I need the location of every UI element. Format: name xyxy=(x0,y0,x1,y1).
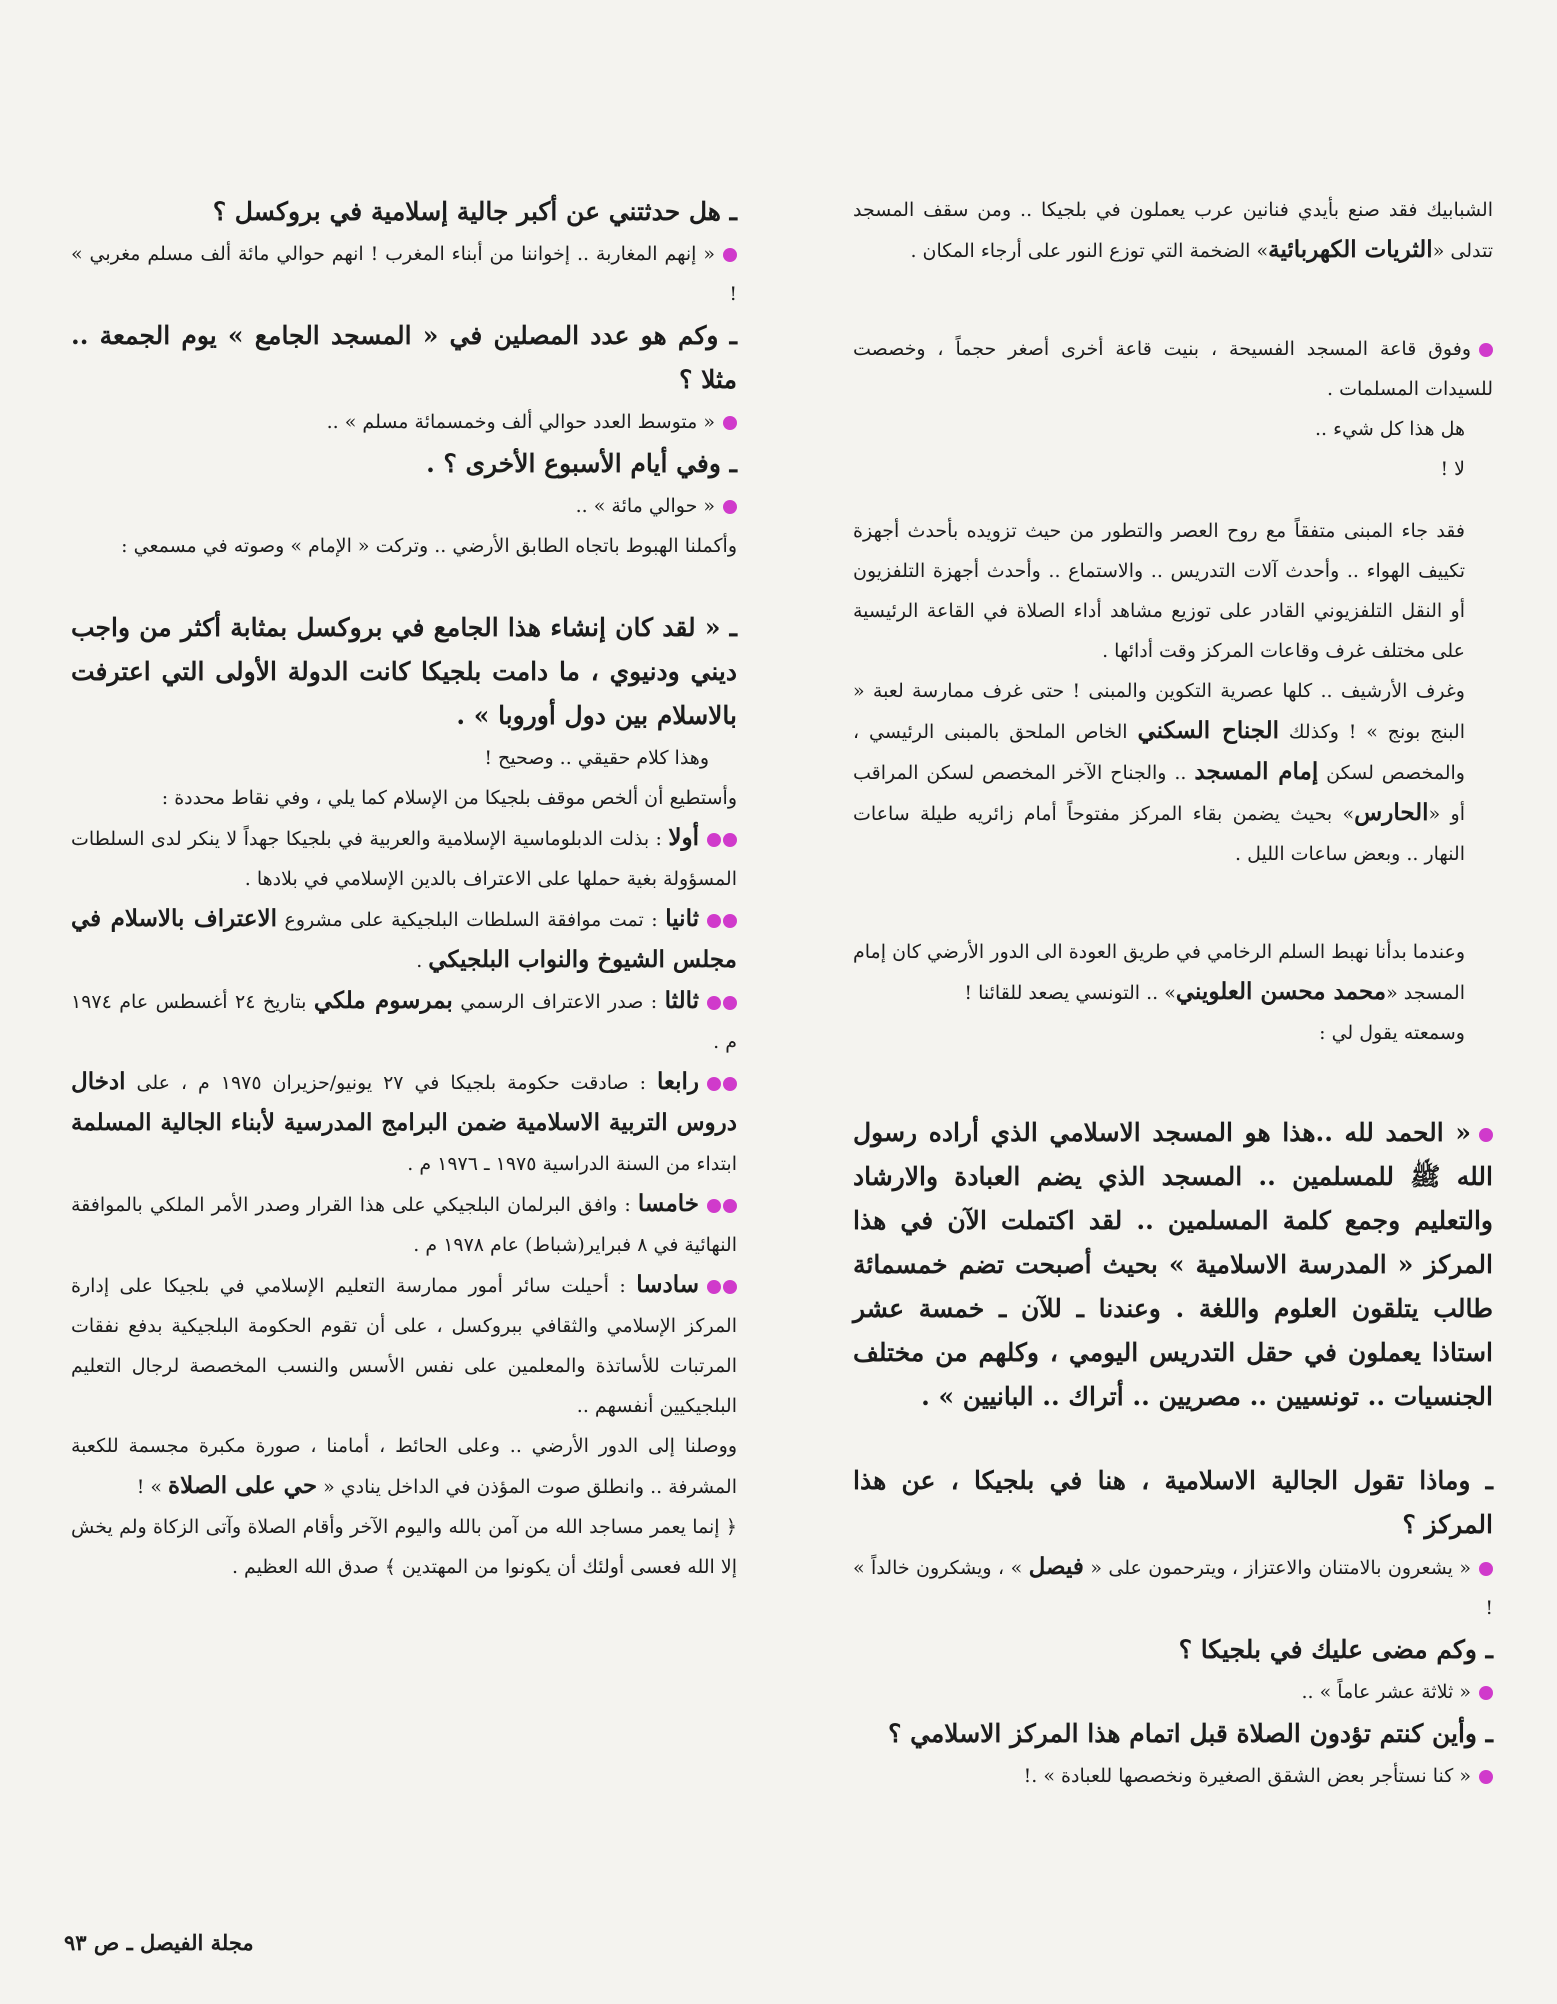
bullet-dot-icon xyxy=(723,500,737,514)
quran-verse: ﴿ إنما يعمر مساجد الله من آمن بالله واليوم الآخر وأقام الصلاة وآتى الزكاة ولم يخش إلا الله فعسى أولئك أن يكونوا من المهتدين ﴾ صدق الله العظيم . xyxy=(71,1516,737,1578)
interview-question: ـ وأين كنتم تؤدون الصلاة قبل اتمام هذا المركز الاسلامي ؟ xyxy=(888,1719,1493,1748)
bullet-dot-icon xyxy=(723,416,737,430)
interview-question: ـ وكم هو عدد المصلين في « المسجد الجامع » يوم الجمعة .. مثلا ؟ xyxy=(71,321,737,394)
paragraph: وفوق قاعة المسجد الفسيحة ، بنيت قاعة أخرى أصغر حجماً ، وخصصت للسيدات المسلمات . xyxy=(853,338,1493,400)
bullet-dot-icon xyxy=(723,248,737,262)
left-column xyxy=(71,190,737,1587)
paragraph: لا ! xyxy=(1440,458,1465,480)
interview-question: ـ وماذا تقول الجالية الاسلامية ، هنا في بلجيكا ، عن هذا المركز ؟ xyxy=(853,1466,1493,1539)
list-item: أولا : بذلت الدبلوماسية الإسلامية والعربية في بلجيكا جهداً لا ينكر لدى السلطات المسؤولة بغية حملها على الاعتراف بالدين الإسلامي في بلادها . xyxy=(71,818,737,899)
list-item: ثالثا : صدر الاعتراف الرسمي بمرسوم ملكي بتاريخ ٢٤ أغسطس عام ١٩٧٤ م . xyxy=(71,981,737,1062)
list-item: سادسا : أحيلت سائر أمور ممارسة التعليم الإسلامي في بلجيكا على إدارة المركز الإسلامي والثقافي ببروكسل ، على أن تقوم الحكومة البلجيكية بدفع نفقات المرتبات للأساتذة والمعلمين على نفس الأسس والنسب المخصصة لرجال التعليم البلجيكيين أنفسهم .. xyxy=(71,1265,737,1426)
interview-question: ـ وكم مضى عليك في بلجيكا ؟ xyxy=(1178,1635,1493,1664)
interview-question: ـ وفي أيام الأسبوع الأخرى ؟ . xyxy=(426,449,737,478)
imam-quote: ـ « لقد كان إنشاء هذا الجامع في بروكسل بمثابة أكثر من واجب ديني ودنيوي ، ما دامت بلجيكا كانت الدولة الأولى التي اعترفت بالاسلام بين دول أوروبا » . xyxy=(71,613,737,730)
bullet-dot-icon xyxy=(1479,1770,1493,1784)
double-dot-icon xyxy=(705,1185,737,1225)
paragraph: فقد جاء المبنى متفقاً مع روح العصر والتطور من حيث تزويده بأحدث أجهزة تكييف الهواء .. وأحدث آلات التدريس .. والاستماع .. وأحدث أجهزة التلفزيون أو النقل التلفزيوني القادر على توزيع مشاهد أداء الصلاة في القاعة الرئيسية على مختلف غرف وقاعات المركز وقت أدائها . xyxy=(853,520,1465,662)
paragraph: وهذا كلام حقيقي .. وصحيح ! xyxy=(484,747,709,769)
interview-answer: « متوسط العدد حوالي ألف وخمسمائة مسلم » .. xyxy=(71,402,737,442)
double-dot-icon xyxy=(705,1063,737,1103)
paragraph: وغرف الأرشيف .. كلها عصرية التكوين والمبنى ! حتى غرف ممارسة لعبة « البنج بونج » ! وكذلك الجناح السكني الخاص الملحق بالمبنى الرئيسي ، والمخصص لسكن إمام المسجد .. والجناح الآخر المخصص لسكن المراقب أو «الحارس» بحيث يضمن بقاء المركز مفتوحاً أمام زائريه طيلة ساعات النهار .. وبعض ساعات الليل . xyxy=(853,680,1465,865)
interview-answer: « كنا نستأجر بعض الشقق الصغيرة ونخصصها للعبادة » .! xyxy=(853,1756,1493,1796)
bullet-dot-icon xyxy=(1479,1128,1493,1142)
interview-answer: « ثلاثة عشر عاماً » .. xyxy=(853,1672,1493,1712)
list-item: خامسا : وافق البرلمان البلجيكي على هذا القرار وصدر الأمر الملكي بالموافقة النهائية في ٨ فبراير(شباط) عام ١٩٧٨ م . xyxy=(71,1184,737,1265)
interview-answer: « إنهم المغاربة .. إخواننا من أبناء المغرب ! انهم حوالي مائة ألف مسلم مغربي » ! xyxy=(71,243,737,305)
bullet-dot-icon xyxy=(1479,1562,1493,1576)
paragraph: وأستطيع أن ألخص موقف بلجيكا من الإسلام كما يلي ، وفي نقاط محددة : xyxy=(161,787,737,809)
double-dot-icon xyxy=(705,1266,737,1306)
paragraph: وعندما بدأنا نهبط السلم الرخامي في طريق العودة الى الدور الأرضي كان إمام المسجد «محمد محسن العلويني» .. التونسي يصعد للقائنا ! xyxy=(853,941,1465,1005)
imam-quote: « الحمد لله ..هذا هو المسجد الاسلامي الذي أراده رسول الله ﷺ للمسلمين .. المسجد الذي يضم العبادة والارشاد والتعليم وجمع كلمة المسلمين .. لقد اكتملت الآن في هذا المركز « المدرسة الاسلامية » بحيث أصبحت تضم خمسمائة طالب يتلقون العلوم واللغة . وعندنا ـ للآن ـ خمسة عشر استاذا يعملون في حقل التدريس اليومي ، وكلهم من مختلف الجنسيات .. تونسيين .. مصريين .. أتراك .. البانيين » . xyxy=(853,1118,1493,1411)
double-dot-icon xyxy=(705,819,737,859)
bullet-dot-icon xyxy=(1479,343,1493,357)
paragraph: وأكملنا الهبوط باتجاه الطابق الأرضي .. وتركت « الإمام » وصوته في مسمعي : xyxy=(121,535,737,557)
paragraph: ووصلنا إلى الدور الأرضي .. وعلى الحائط ، أمامنا ، صورة مكبرة مجسمة للكعبة المشرفة .. وانطلق صوت المؤذن في الداخل ينادي « حي على الصلاة » ! xyxy=(71,1435,737,1499)
paragraph: هل هذا كل شيء .. xyxy=(1314,418,1465,440)
paragraph: الشبابيك فقد صنع بأيدي فنانين عرب يعملون في بلجيكا .. ومن سقف المسجد تتدلى «الثريات الكهربائية» الضخمة التي توزع النور على أرجاء المكان . xyxy=(853,199,1493,263)
double-dot-icon xyxy=(705,982,737,1022)
interview-answer: « حوالي مائة » .. xyxy=(71,486,737,526)
paragraph: وسمعته يقول لي : xyxy=(1319,1022,1465,1044)
list-item: رابعا : صادقت حكومة بلجيكا في ٢٧ يونيو/حزيران ١٩٧٥ م ، على ادخال دروس التربية الاسلامية ضمن البرامج المدرسية لأبناء الجالية المسلمة ابتداء من السنة الدراسية ١٩٧٥ ـ ١٩٧٦ م . xyxy=(71,1062,737,1184)
interview-question: ـ هل حدثتني عن أكبر جالية إسلامية في بروكسل ؟ xyxy=(212,197,737,226)
page-footer: مجلة الفيصل ـ ص ٩٣ xyxy=(64,1930,254,1955)
right-column xyxy=(853,190,1493,1796)
double-dot-icon xyxy=(705,900,737,940)
list-item: ثانيا : تمت موافقة السلطات البلجيكية على مشروع الاعتراف بالاسلام في مجلس الشيوخ والنواب البلجيكي . xyxy=(71,899,737,981)
bullet-dot-icon xyxy=(1479,1686,1493,1700)
interview-answer: « يشعرون بالامتنان والاعتزاز ، ويترحمون على « فيصل » ، ويشكرون خالداً » ! xyxy=(853,1553,1493,1619)
